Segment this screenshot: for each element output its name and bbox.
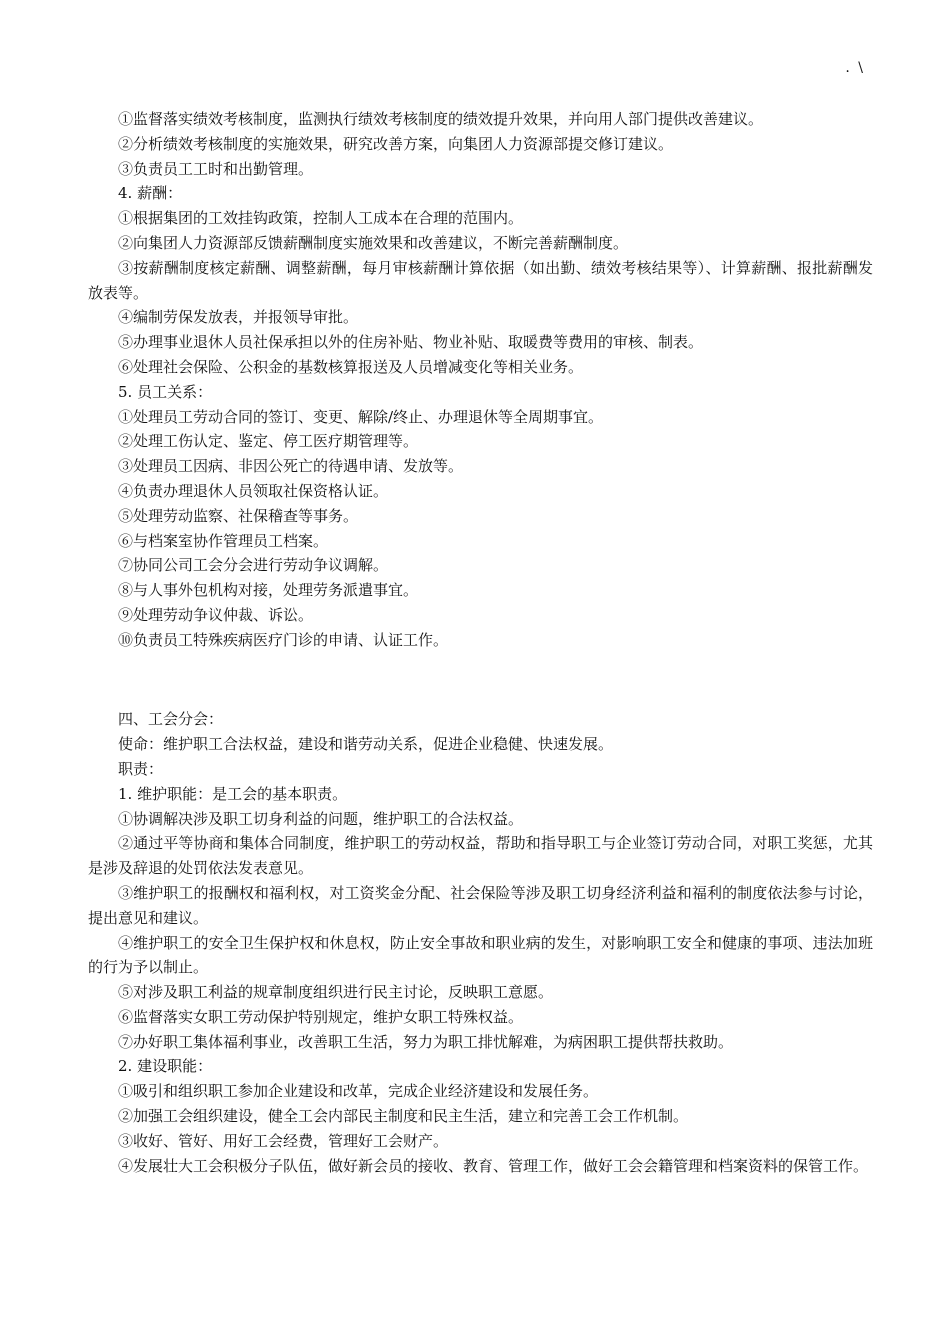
paragraph: ①监督落实绩效考核制度，监测执行绩效考核制度的绩效提升效果，并向用人部门提供改善建议。	[118, 110, 764, 128]
paragraph: ⑦协同公司工会分会进行劳动争议调解。	[118, 556, 389, 575]
paragraph: ④发展壮大工会积极分子队伍，做好新会员的接收、教育、管理工作，做好工会会籍管理和档案资料的保管工作。	[118, 1156, 869, 1175]
paragraph: ⑦办好职工集体福利事业，改善职工生活，努力为职工排忧解难，为病困职工提供帮扶救助。	[118, 1032, 734, 1051]
paragraph: ⑥处理社会保险、公积金的基数核算报送及人员增减变化等相关业务。	[118, 357, 584, 376]
paragraph: ⑥监督落实女职工劳动保护特别规定，维护女职工特殊权益。	[118, 1007, 524, 1026]
document-body	[88, 107, 873, 1178]
paragraph: 1. 维护职能：是工会的基本职责。	[118, 784, 348, 803]
paragraph: 4. 薪酬：	[118, 184, 183, 203]
paragraph: ②向集团人力资源部反馈薪酬制度实施效果和改善建议，不断完善薪酬制度。	[118, 233, 629, 252]
paragraph: 四、工会分会：	[118, 710, 224, 729]
paragraph: ①处理员工劳动合同的签订、变更、解除/终止、办理退休等全周期事宜。	[118, 407, 604, 426]
paragraph: ⑤处理劳动监察、社保稽查等事务。	[118, 506, 359, 525]
paragraph: ⑤对涉及职工利益的规章制度组织进行民主讨论，反映职工意愿。	[118, 983, 554, 1002]
paragraph: 使命：维护职工合法权益，建设和谐劳动关系，促进企业稳健、快速发展。	[118, 735, 614, 754]
paragraph: ③负责员工工时和出勤管理。	[118, 159, 314, 178]
paragraph: ②通过平等协商和集体合同制度，维护职工的劳动权益，帮助和指导职工与企业签订劳动合同，对职工奖惩，尤其是涉及辞退的处罚依法发表意见。	[88, 834, 873, 878]
paragraph: ③收好、管好、用好工会经费，管理好工会财产。	[118, 1131, 449, 1150]
page-header-mark: . \	[845, 60, 865, 76]
paragraph: ④编制劳保发放表，并报领导审批。	[118, 308, 359, 327]
paragraph: ⑩负责员工特殊疾病医疗门诊的申请、认证工作。	[118, 630, 449, 649]
paragraph: ②分析绩效考核制度的实施效果，研究改善方案，向集团人力资源部提交修订建议。	[118, 134, 674, 153]
paragraph: ③按薪酬制度核定薪酬、调整薪酬，每月审核薪酬计算依据（如出勤、绩效考核结果等）、计算薪酬、报批薪酬发放表等。	[88, 258, 873, 302]
paragraph: ①根据集团的工效挂钩政策，控制人工成本在合理的范围内。	[118, 209, 524, 228]
paragraph: ④维护职工的安全卫生保护权和休息权，防止安全事故和职业病的发生，对影响职工安全和健康的事项、违法加班的行为予以制止。	[88, 933, 873, 977]
blank-line	[88, 668, 873, 693]
paragraph: ②处理工伤认定、鉴定、停工医疗期管理等。	[118, 432, 419, 451]
paragraph: ④负责办理退休人员领取社保资格认证。	[118, 481, 389, 500]
paragraph: ⑧与人事外包机构对接，处理劳务派遣事宜。	[118, 581, 419, 600]
paragraph: ①协调解决涉及职工切身利益的问题，维护职工的合法权益。	[118, 809, 524, 828]
paragraph: 2. 建设职能：	[118, 1057, 213, 1076]
paragraph: 职责：	[118, 759, 164, 778]
paragraph: ③处理员工因病、非因公死亡的待遇申请、发放等。	[118, 457, 464, 476]
paragraph: ⑥与档案室协作管理员工档案。	[118, 531, 329, 550]
paragraph: 5. 员工关系：	[118, 382, 213, 401]
paragraph: ②加强工会组织建设，健全工会内部民主制度和民主生活，建立和完善工会工作机制。	[118, 1107, 689, 1126]
paragraph: ③维护职工的报酬权和福利权，对工资奖金分配、社会保险等涉及职工切身经济利益和福利的制度依法参与讨论，提出意见和建议。	[88, 883, 873, 927]
paragraph: ⑤办理事业退休人员社保承担以外的住房补贴、物业补贴、取暖费等费用的审核、制表。	[118, 333, 704, 352]
paragraph: ①吸引和组织职工参加企业建设和改革，完成企业经济建设和发展任务。	[118, 1082, 599, 1101]
paragraph: ⑨处理劳动争议仲裁、诉讼。	[118, 605, 314, 624]
